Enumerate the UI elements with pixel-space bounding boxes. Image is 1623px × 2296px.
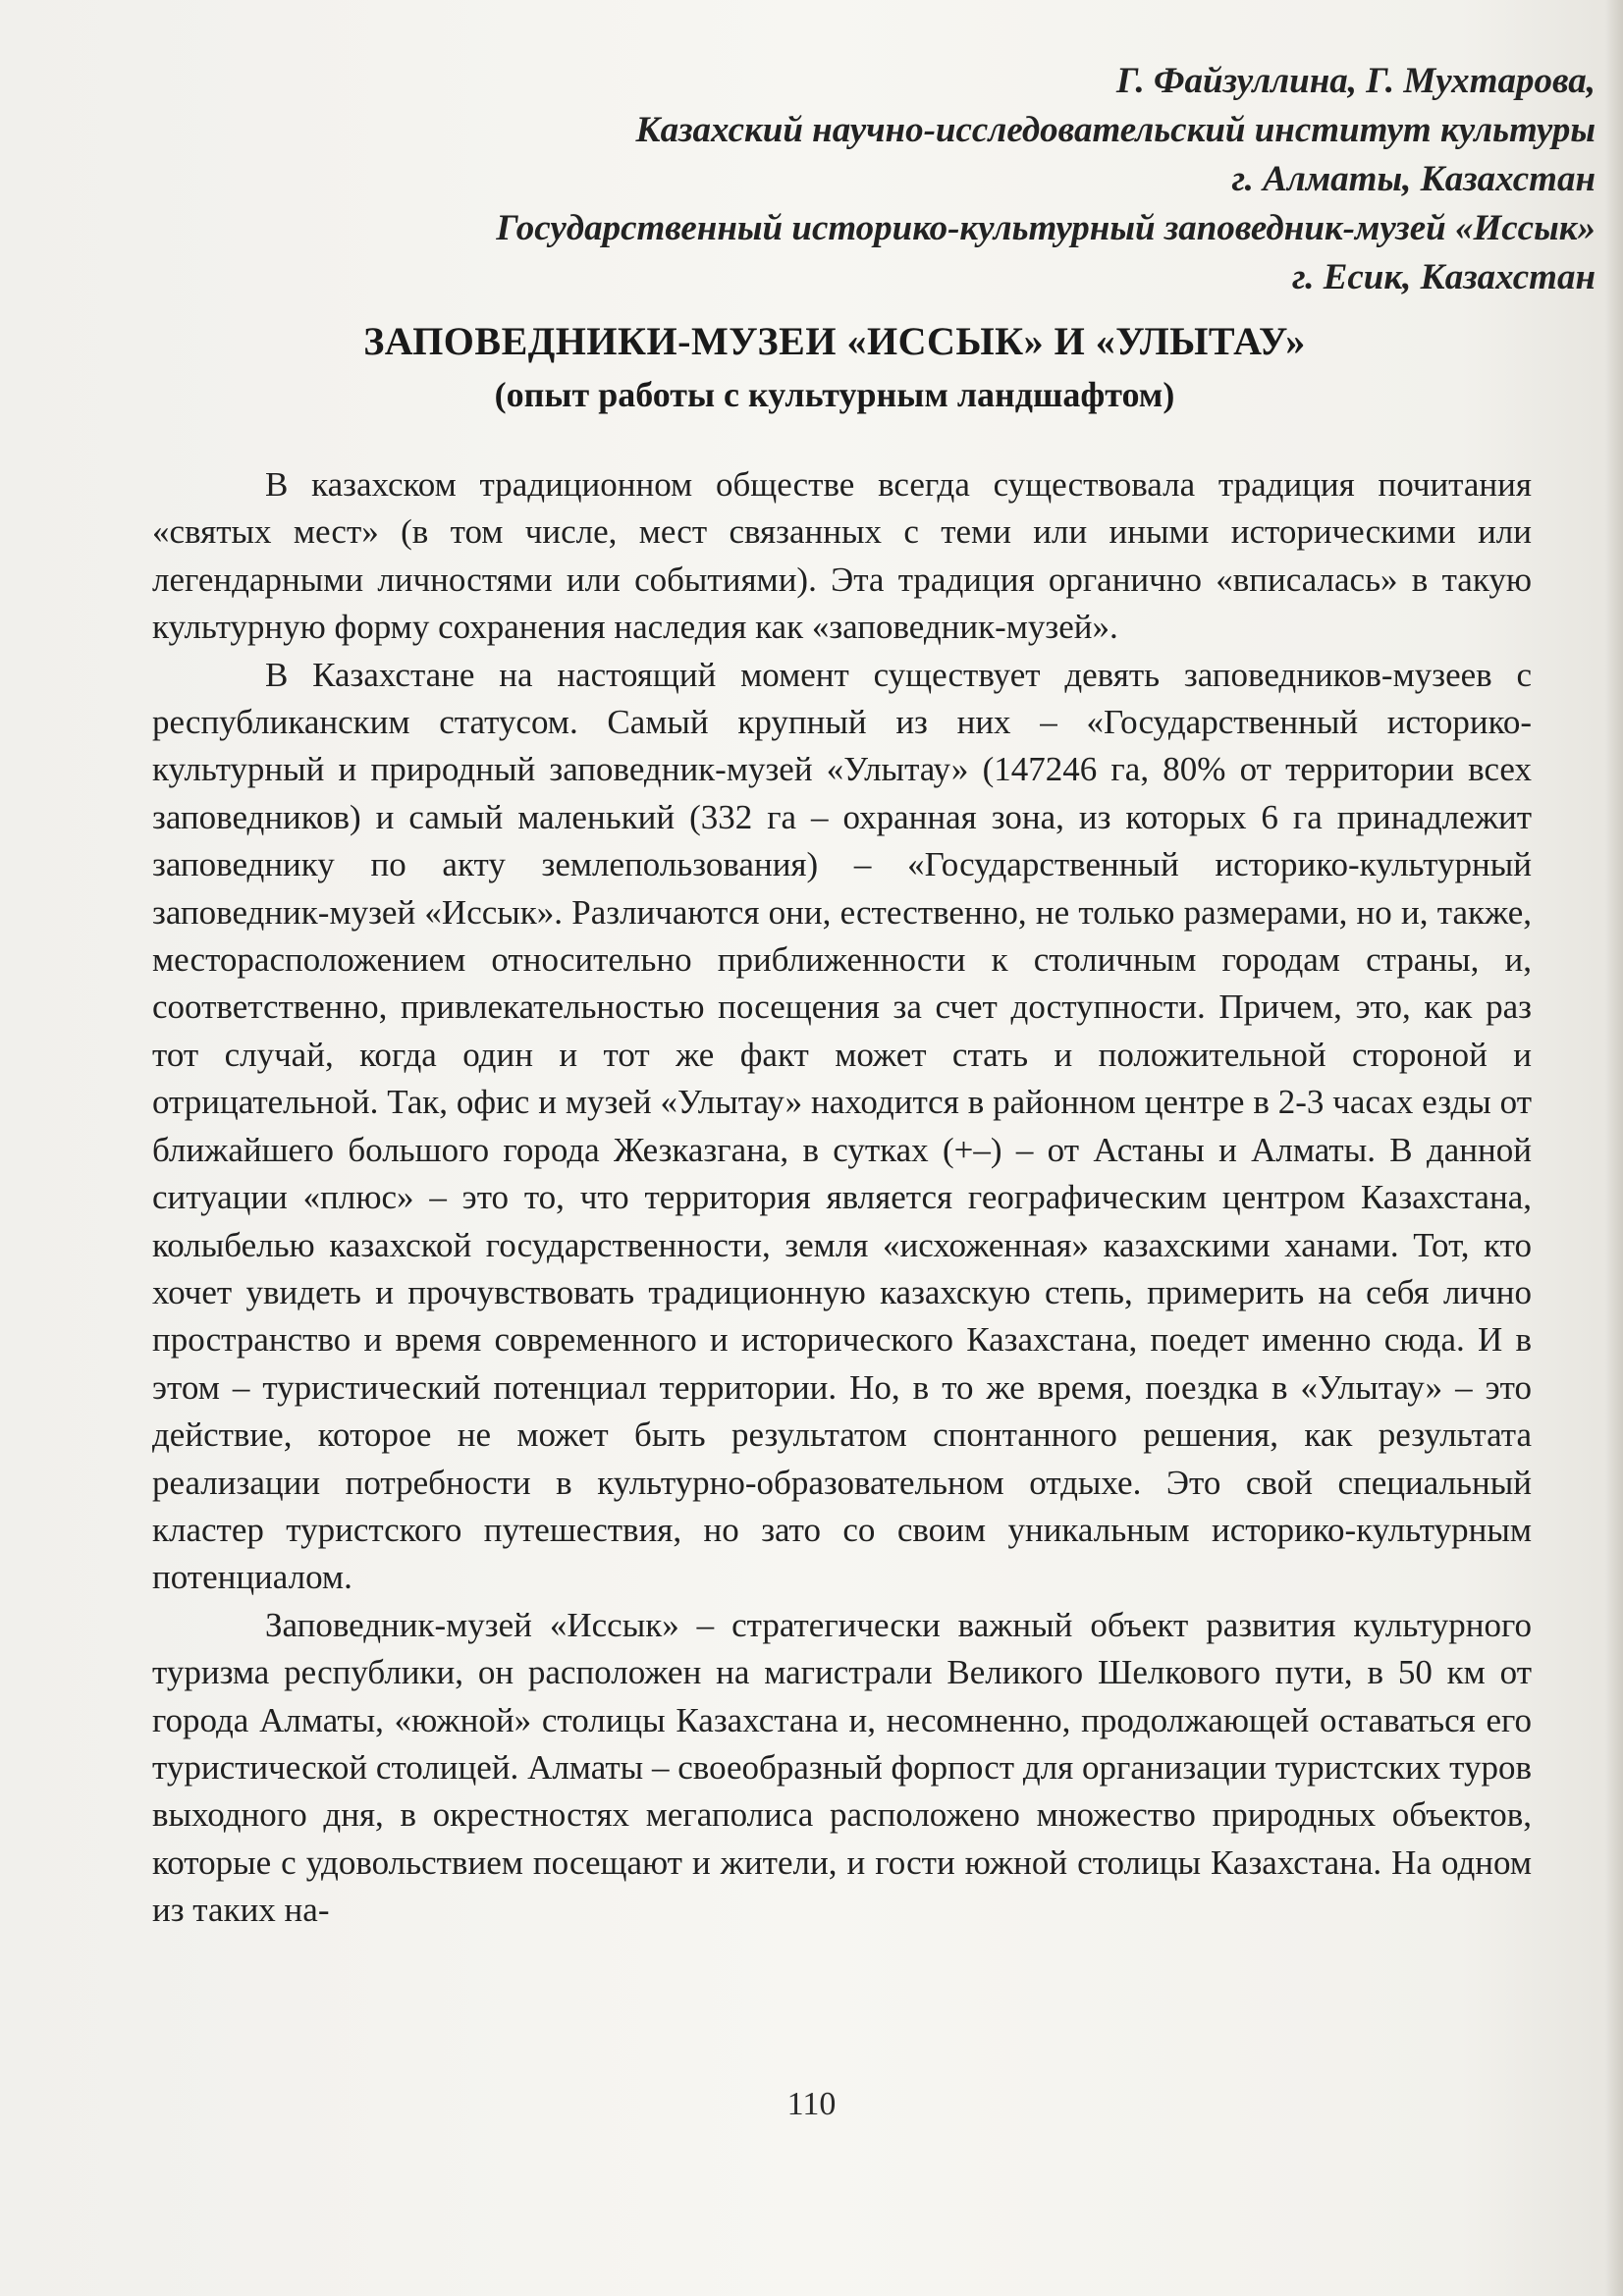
page-number: 110: [786, 2086, 837, 2122]
affiliation-city-1: г. Алматы, Казахстан: [1231, 159, 1596, 199]
title-subtitle: (опыт работы с культурным ландшафтом): [494, 375, 1175, 414]
article-body: [152, 461, 1532, 1935]
affiliation-institute: Казахский научно-исследовательский институт культуры: [635, 110, 1596, 150]
affiliation-museum: Государственный историко-культурный заповедник-музей «Иссык»: [496, 208, 1596, 248]
page-edge-shadow: [1605, 0, 1623, 2296]
article-title: [245, 314, 1424, 420]
title-main: ЗАПОВЕДНИКИ-МУЗЕИ «ИССЫК» И «УЛЫТАУ»: [363, 319, 1306, 363]
author-affiliations: [221, 57, 1596, 302]
paragraph-3: Заповедник-музей «Иссык» – стратегически важный объект развития культурного туризма республики, он расположен на магистрали Великого Шелкового пути, в 50 км от города Алматы, «южной» столицы Казахстана и, несомненно, продолжающей оставаться его туристической столицей. Алматы – своеобразный форпост для организации туристских туров выходного дня, в окрестностях мегаполиса расположено множество природных объектов, которые с удовольствием посещают и жители, и гости южной столицы Казахстана. На одном из таких на-: [152, 1605, 1532, 1930]
paragraph-1: В казахском традиционном обществе всегда существовала традиция почитания «святых мест» (в том числе, мест связанных с теми или иными историческими или легендарными личностями или событиями). Эта традиция органично «вписалась» в такую культурную форму сохранения наследия как «заповедник-музей».: [152, 465, 1532, 647]
paragraph-2: В Казахстане на настоящий момент существует девять заповедников-музеев с республиканским статусом. Самый крупный из них – «Государственный историко-культурный и природный заповедник-музей «Улытау» (147246 га, 80% от территории всех заповедников) и самый маленький (332 га – охранная зона, из которых 6 га принадлежит заповеднику по акту землепользования) – «Государственный историко-культурный заповедник-музей «Иссык». Различаются они, естественно, не только размерами, но и, также, месторасположением относительно приближенности к столичным городам страны, и, соответственно, привлекательностью посещения за счет доступности. Причем, это, как раз тот случай, когда один и тот же факт может стать и положительной стороной и отрицательной. Так, офис и музей «Улытау» находится в районном центре в 2-3 часах езды от ближайшего большого города Жезказгана, в сутках (+–) – от Астаны и Алматы. В данной ситуации «плюс» – это то, что территория является географическим центром Казахстана, колыбелью казахской государственности, земля «исхоженная» казахскими ханами. Тот, кто хочет увидеть и прочувствовать традиционную казахскую степь, примерить на себя лично пространство и время современного и исторического Казахстана, поедет именно сюда. И в этом – туристический потенциал территории. Но, в то же время, поездка в «Улытау» – это действие, которое не может быть результатом спонтанного решения, как результата реализации потребности в культурно-образовательном отдыхе. Это свой специальный кластер туристского путешествия, но зато со своим уникальным историко-культурным потенциалом.: [152, 655, 1532, 1597]
authors-line: Г. Файзуллина, Г. Мухтарова,: [1115, 61, 1596, 101]
affiliation-city-2: г. Есик, Казахстан: [1292, 257, 1596, 297]
